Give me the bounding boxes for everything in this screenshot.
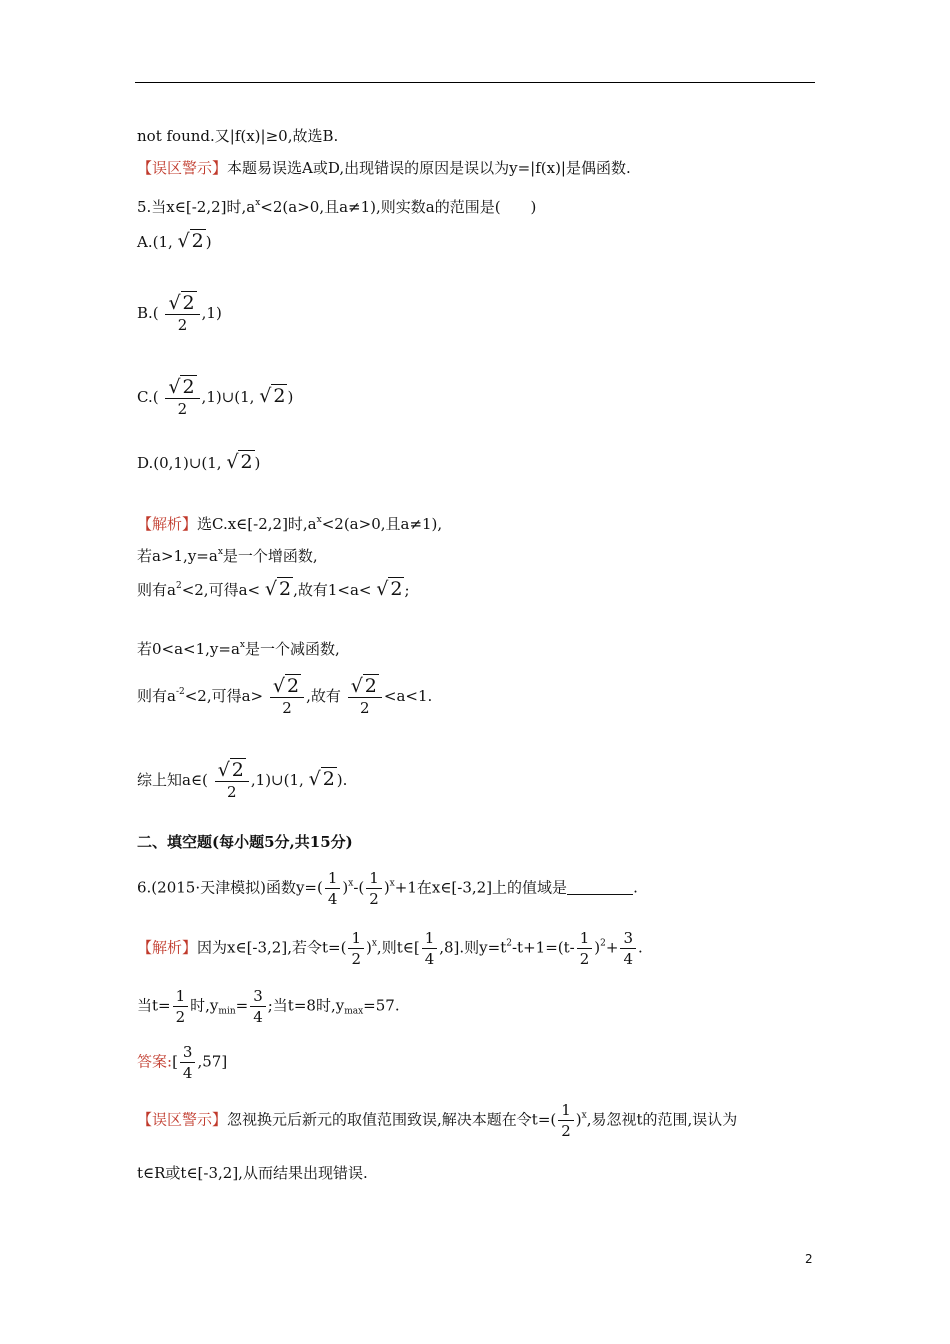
- solution-5-line-4: 若$0<a<1,y=a^x$是一个减函数,: [137, 640, 340, 658]
- section-heading: 二、填空题(每小题5分,共15分): [137, 833, 353, 851]
- solution-5-conclusion: 综上知a∈( $\frac{√ 2}{2}$ ,1)∪(1, √ 2 ).: [137, 759, 348, 801]
- option-a: A.(1, √ 2 ): [137, 230, 212, 252]
- solution-tag: 【解析】: [137, 515, 198, 533]
- warning-2-line-2: t∈R或t∈[-3,2],从而结果出现错误.: [137, 1164, 368, 1182]
- solution-5-line-5: 则有$a^{-2}<2$,可得a> $\frac{√ 2}{2}$ ,故有 $\frac{√ 2}{2}$ <a<1.: [137, 675, 433, 717]
- sqrt-2: √ 2: [259, 385, 286, 407]
- solution-5-line-1: 【解析】选C.x∈[-2,2]时$,a^x<2(a>0$,且a≠1),: [137, 515, 443, 533]
- option-c: C.( $\frac{√ 2}{2}$ ,1)∪(1, √ 2 ): [137, 376, 294, 418]
- solution-tag: 【解析】: [137, 938, 198, 957]
- warning-tag: 【误区警示】: [137, 159, 228, 177]
- page-number: 2: [805, 1252, 813, 1266]
- solution-5-line-3: 则有$a^2<2$,可得a< √ 2 ,故有1<a< √ 2 ;: [137, 578, 410, 600]
- solution-6-line-2: 当t= $\frac{1}{2}$ 时$,y_{min}=$ $\frac{3}{4}$ ;当t=8时$,y_{max}=57$.: [137, 987, 400, 1026]
- answer-label: 答案:: [137, 1052, 173, 1071]
- sqrt-2: √ 2: [177, 230, 204, 252]
- warning-tag: 【误区警示】: [137, 1110, 228, 1129]
- fraction-sqrt2-over-2: $\frac{√ 2}{2}$: [165, 377, 199, 419]
- warning-2-line-1: 【误区警示】忽视换元后新元的取值范围致误,解决本题在令t=( $\frac{1}{2}$ )$^x$,易忽视t的范围,误认为: [137, 1101, 738, 1140]
- answer-blank: [567, 880, 633, 895]
- option-b: B.( $\frac{√ 2}{2}$ ,1): [137, 292, 222, 334]
- warning-line: 【误区警示】本题易误选A或D,出现错误的原因是误以为y=|f(x)|是偶函数.: [137, 159, 631, 177]
- question-6: 6.(2015·天津模拟)函数y=( $\frac{1}{4}$ )$^x$-( $\frac{1}{2}$ )$^x$+1在x∈[-3,2]上的值域是 .: [137, 869, 638, 908]
- question-5-stem: 5.当x∈[-2,2]时$,a^x<2(a>0$,且a≠1),则实数a的范围是( ): [137, 198, 537, 216]
- header-rule: [135, 82, 815, 83]
- fraction-sqrt2-over-2: $\frac{√ 2}{2}$: [165, 293, 199, 335]
- answer-line: 答案:[ $\frac{3}{4}$ ,57]: [137, 1043, 228, 1082]
- option-d: D.(0,1)∪(1, √ 2 ): [137, 451, 261, 473]
- solution-5-line-2: 若$a>1,y=a^x$是一个增函数,: [137, 547, 318, 565]
- solution-6-line-1: 【解析】因为x∈[-3,2],若令t=( $\frac{1}{2}$ )$^x$,则t∈[ $\frac{1}{4}$ ,8].则$y=t^2-t+1=(t-$ $\frac{1}{2}$ )$^2$+ $\frac{3}{4}$ .: [137, 929, 643, 968]
- sqrt-2: √ 2: [226, 451, 253, 473]
- text-line: not found.又|f(x)|≥0,故选B.: [137, 127, 339, 145]
